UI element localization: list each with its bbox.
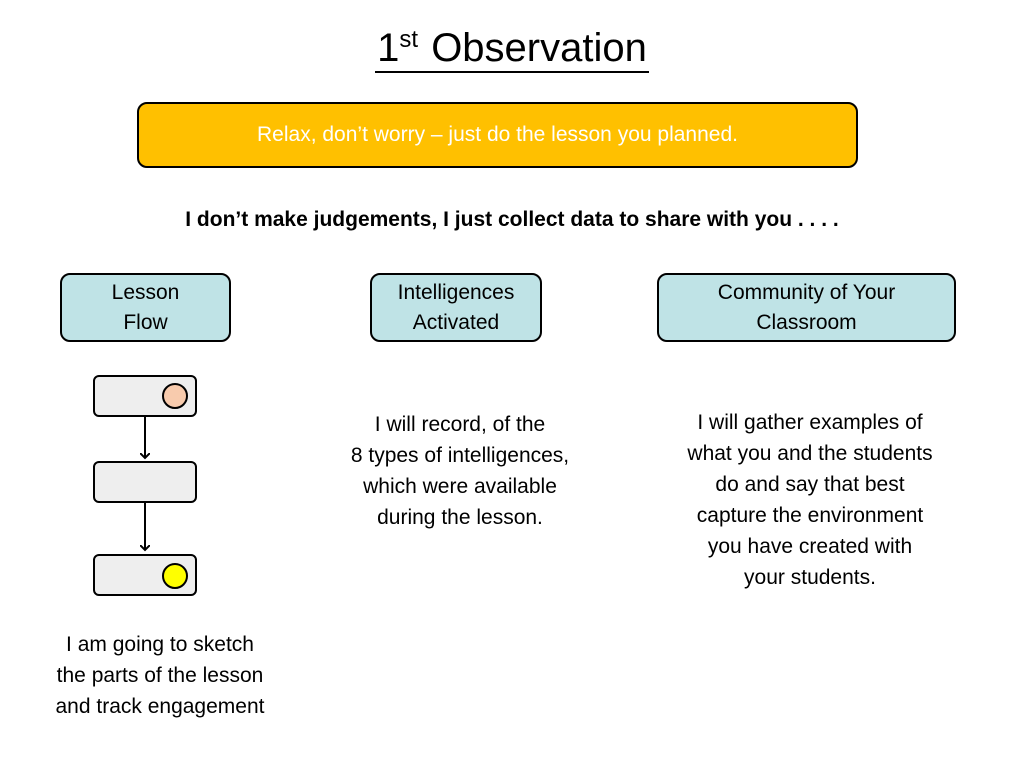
flow-step-3-indicator [163,564,187,588]
lesson-flow-diagram [90,372,210,602]
slide-title-text [375,25,649,73]
title-word: Observation [431,26,647,70]
flow-step-1-indicator [163,384,187,408]
community-classroom-label: Community of Your Classroom [657,273,956,342]
community-description: I will gather examples of what you and the students do and say that best capture the environment you have created with your students. [687,411,933,589]
flow-step-2 [94,462,196,502]
intelligences-activated-label: Intelligences Activated [370,273,542,342]
data-collection-statement: I don’t make judgements, I just collect data to share with you . . . . [185,208,839,231]
intelligences-description: I will record, of the 8 types of intelligences, which were available during the lesson. [350,413,570,529]
title-ordinal-suffix: st [399,26,419,53]
slide-title [0,24,1024,73]
reassurance-banner [137,102,858,168]
reassurance-banner-text: Relax, don’t worry – just do the lesson you planned. [257,123,738,146]
lesson-flow-label: Lesson Flow [60,273,231,342]
title-number: 1 [377,26,400,70]
lesson-flow-description: I am going to sketch the parts of the lesson and track engagement [55,633,265,718]
